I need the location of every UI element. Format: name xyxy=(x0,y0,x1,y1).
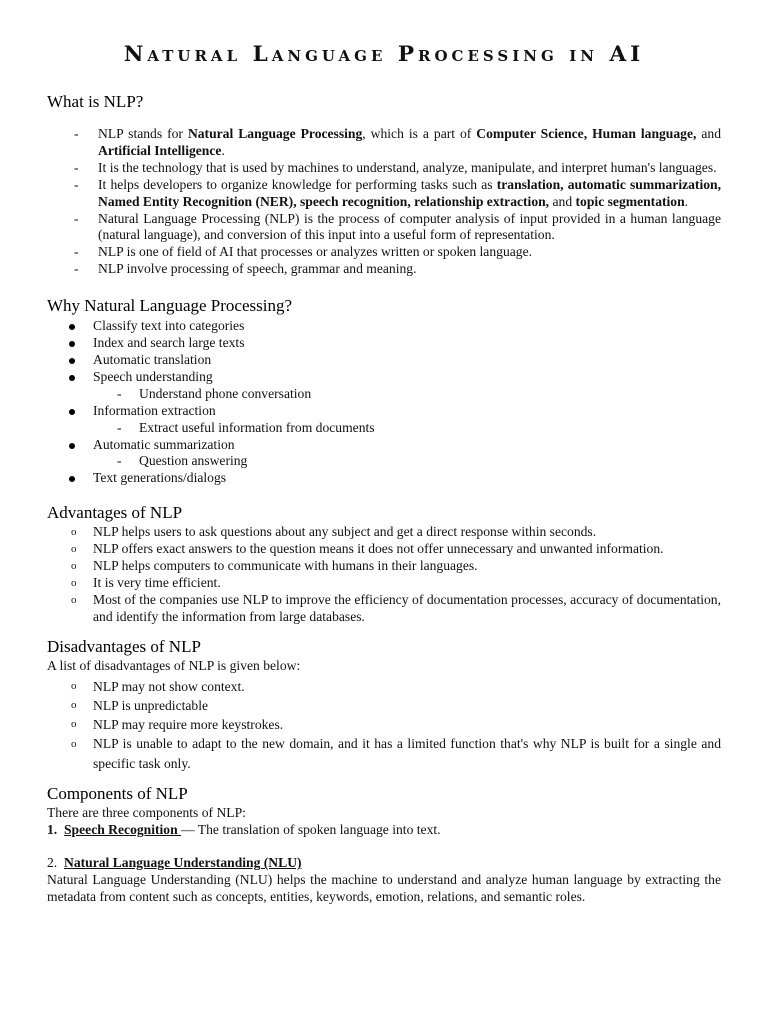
bold-run: translation, automatic summarization, Named Entity Recognition (NER), speech recognition, relationship extraction, xyxy=(98,176,721,209)
circle-marker: o xyxy=(71,576,77,589)
sub-list-item xyxy=(47,453,721,470)
bold-run: topic segmentation xyxy=(575,193,685,209)
dash-marker: - xyxy=(74,126,79,141)
component-speech-recognition xyxy=(47,822,721,839)
bold-run: Artificial Intelligence xyxy=(98,142,222,158)
component-nlu xyxy=(47,855,721,872)
list-item xyxy=(47,369,721,386)
bullet-marker xyxy=(69,375,75,381)
item-text: Automatic summarization xyxy=(93,436,235,452)
list-item xyxy=(47,677,721,696)
circle-marker: o xyxy=(71,593,77,606)
list-item xyxy=(47,437,721,454)
text-run: . xyxy=(221,142,225,158)
list-item xyxy=(47,318,721,335)
circle-marker: o xyxy=(71,679,77,692)
component-1-number: 1. xyxy=(47,822,58,838)
list-item xyxy=(47,211,721,245)
item-text: Speech understanding xyxy=(93,368,213,384)
text-run: It helps developers to organize knowledge for performing tasks such as xyxy=(98,176,497,192)
list-item xyxy=(47,244,721,261)
item-text: Most of the companies use NLP to improve the efficiency of documentation processes, accuracy of documentation, and identify the information from large databases. xyxy=(93,591,721,624)
dash-marker: - xyxy=(74,261,79,277)
dash-marker: - xyxy=(74,210,79,226)
list-item xyxy=(47,524,721,541)
item-text: Understand phone conversation xyxy=(139,385,312,401)
what-is-nlp-list xyxy=(47,126,721,278)
dash-marker: - xyxy=(74,176,79,192)
circle-marker: o xyxy=(71,560,77,573)
disadvantages-list xyxy=(47,677,721,775)
item-text: Question answering xyxy=(139,453,248,469)
list-item xyxy=(47,335,721,352)
item-text: Automatic translation xyxy=(93,351,212,367)
circle-marker: o xyxy=(71,543,77,556)
text-run: and xyxy=(549,193,576,209)
why-nlp-heading: Why Natural Language Processing? xyxy=(47,296,292,316)
list-item xyxy=(47,126,721,160)
list-item xyxy=(47,734,721,775)
list-item xyxy=(47,592,721,626)
item-text: NLP offers exact answers to the question means it does not offer unnecessary and unwanted information. xyxy=(93,541,664,557)
circle-marker: o xyxy=(71,737,77,750)
text-run: and xyxy=(696,126,721,141)
item-text: Classify text into categories xyxy=(93,318,245,334)
item-text: NLP is unpredictable xyxy=(93,697,209,713)
text-run: NLP stands for xyxy=(98,126,188,141)
bullet-marker xyxy=(69,443,75,449)
item-text: NLP helps users to ask questions about any subject and get a direct response within seconds. xyxy=(93,524,597,540)
dash-marker: - xyxy=(117,453,122,469)
bullet-marker xyxy=(69,324,75,330)
dash-marker: - xyxy=(117,385,122,401)
text-run: NLP involve processing of speech, grammar and meaning. xyxy=(98,261,417,277)
bold-run: Computer Science, Human language, xyxy=(476,126,697,141)
item-text: Information extraction xyxy=(93,402,216,418)
item-text: Extract useful information from documents xyxy=(139,419,375,435)
text-run: . xyxy=(684,193,689,209)
sub-list-item xyxy=(47,420,721,437)
item-text: Index and search large texts xyxy=(93,335,245,351)
text-run: It is the technology that is used by machines to understand, analyze, manipulate, and interpret human's languages. xyxy=(98,159,717,175)
disadvantages-heading: Disadvantages of NLP xyxy=(47,636,201,656)
component-nlu-desc: Natural Language Understanding (NLU) helps the machine to understand and analyze human language by extracting the metadata from content such as concepts, entities, keywords, emotion, relations, and semantic roles. xyxy=(47,872,721,905)
advantages-heading: Advantages of NLP xyxy=(47,503,183,523)
item-text: NLP may require more keystrokes. xyxy=(93,716,284,732)
sub-list-item xyxy=(47,386,721,403)
advantages-list xyxy=(47,524,721,625)
item-text: It is very time efficient. xyxy=(93,574,221,590)
list-item xyxy=(47,470,721,487)
dash-marker: - xyxy=(74,244,79,260)
list-item xyxy=(47,352,721,369)
component-1-title: Speech Recognition xyxy=(64,822,182,838)
list-item xyxy=(47,541,721,558)
bold-run: Natural Language Processing xyxy=(187,126,363,141)
list-item xyxy=(47,261,721,278)
component-1-desc: — The translation of spoken language into text. xyxy=(181,822,441,838)
list-item xyxy=(47,160,721,177)
component-2-title: Natural Language Understanding (NLU) xyxy=(64,855,302,871)
bullet-marker xyxy=(69,476,75,482)
item-text: Text generations/dialogs xyxy=(93,470,227,486)
list-item xyxy=(47,715,721,734)
circle-marker: o xyxy=(71,526,77,539)
bullet-marker xyxy=(69,358,75,364)
item-text: NLP may not show context. xyxy=(93,678,245,694)
component-2-number: 2. xyxy=(47,855,58,871)
item-text: NLP helps computers to communicate with humans in their languages. xyxy=(93,558,478,574)
circle-marker: o xyxy=(71,717,77,730)
components-intro: There are three components of NLP: xyxy=(47,804,246,820)
circle-marker: o xyxy=(71,698,77,711)
text-run: NLP is one of field of AI that processes or analyzes written or spoken language. xyxy=(98,244,532,260)
bullet-marker xyxy=(69,341,75,347)
item-text: NLP is unable to adapt to the new domain, and it has a limited function that's why NLP is built for a single and specific task only. xyxy=(93,735,721,772)
list-item xyxy=(47,575,721,592)
list-item xyxy=(47,696,721,715)
components-heading: Components of NLP xyxy=(47,783,188,803)
dash-marker: - xyxy=(117,419,122,435)
what-is-nlp-heading: What is NLP? xyxy=(47,92,144,111)
disadvantages-intro: A list of disadvantages of NLP is given below: xyxy=(47,657,301,673)
dash-marker: - xyxy=(74,159,79,175)
list-item xyxy=(47,558,721,575)
list-item xyxy=(47,177,721,211)
bullet-marker xyxy=(69,409,75,415)
list-item xyxy=(47,403,721,420)
document-title: Natural Language Processing in AI xyxy=(123,42,645,67)
text-run: Natural Language Processing (NLP) is the process of computer analysis of input provided in a human language (natural language), and conversion of this input into a useful form of representation. xyxy=(98,210,721,243)
why-nlp-list xyxy=(47,318,721,487)
text-run: , which is a part of xyxy=(362,126,477,141)
